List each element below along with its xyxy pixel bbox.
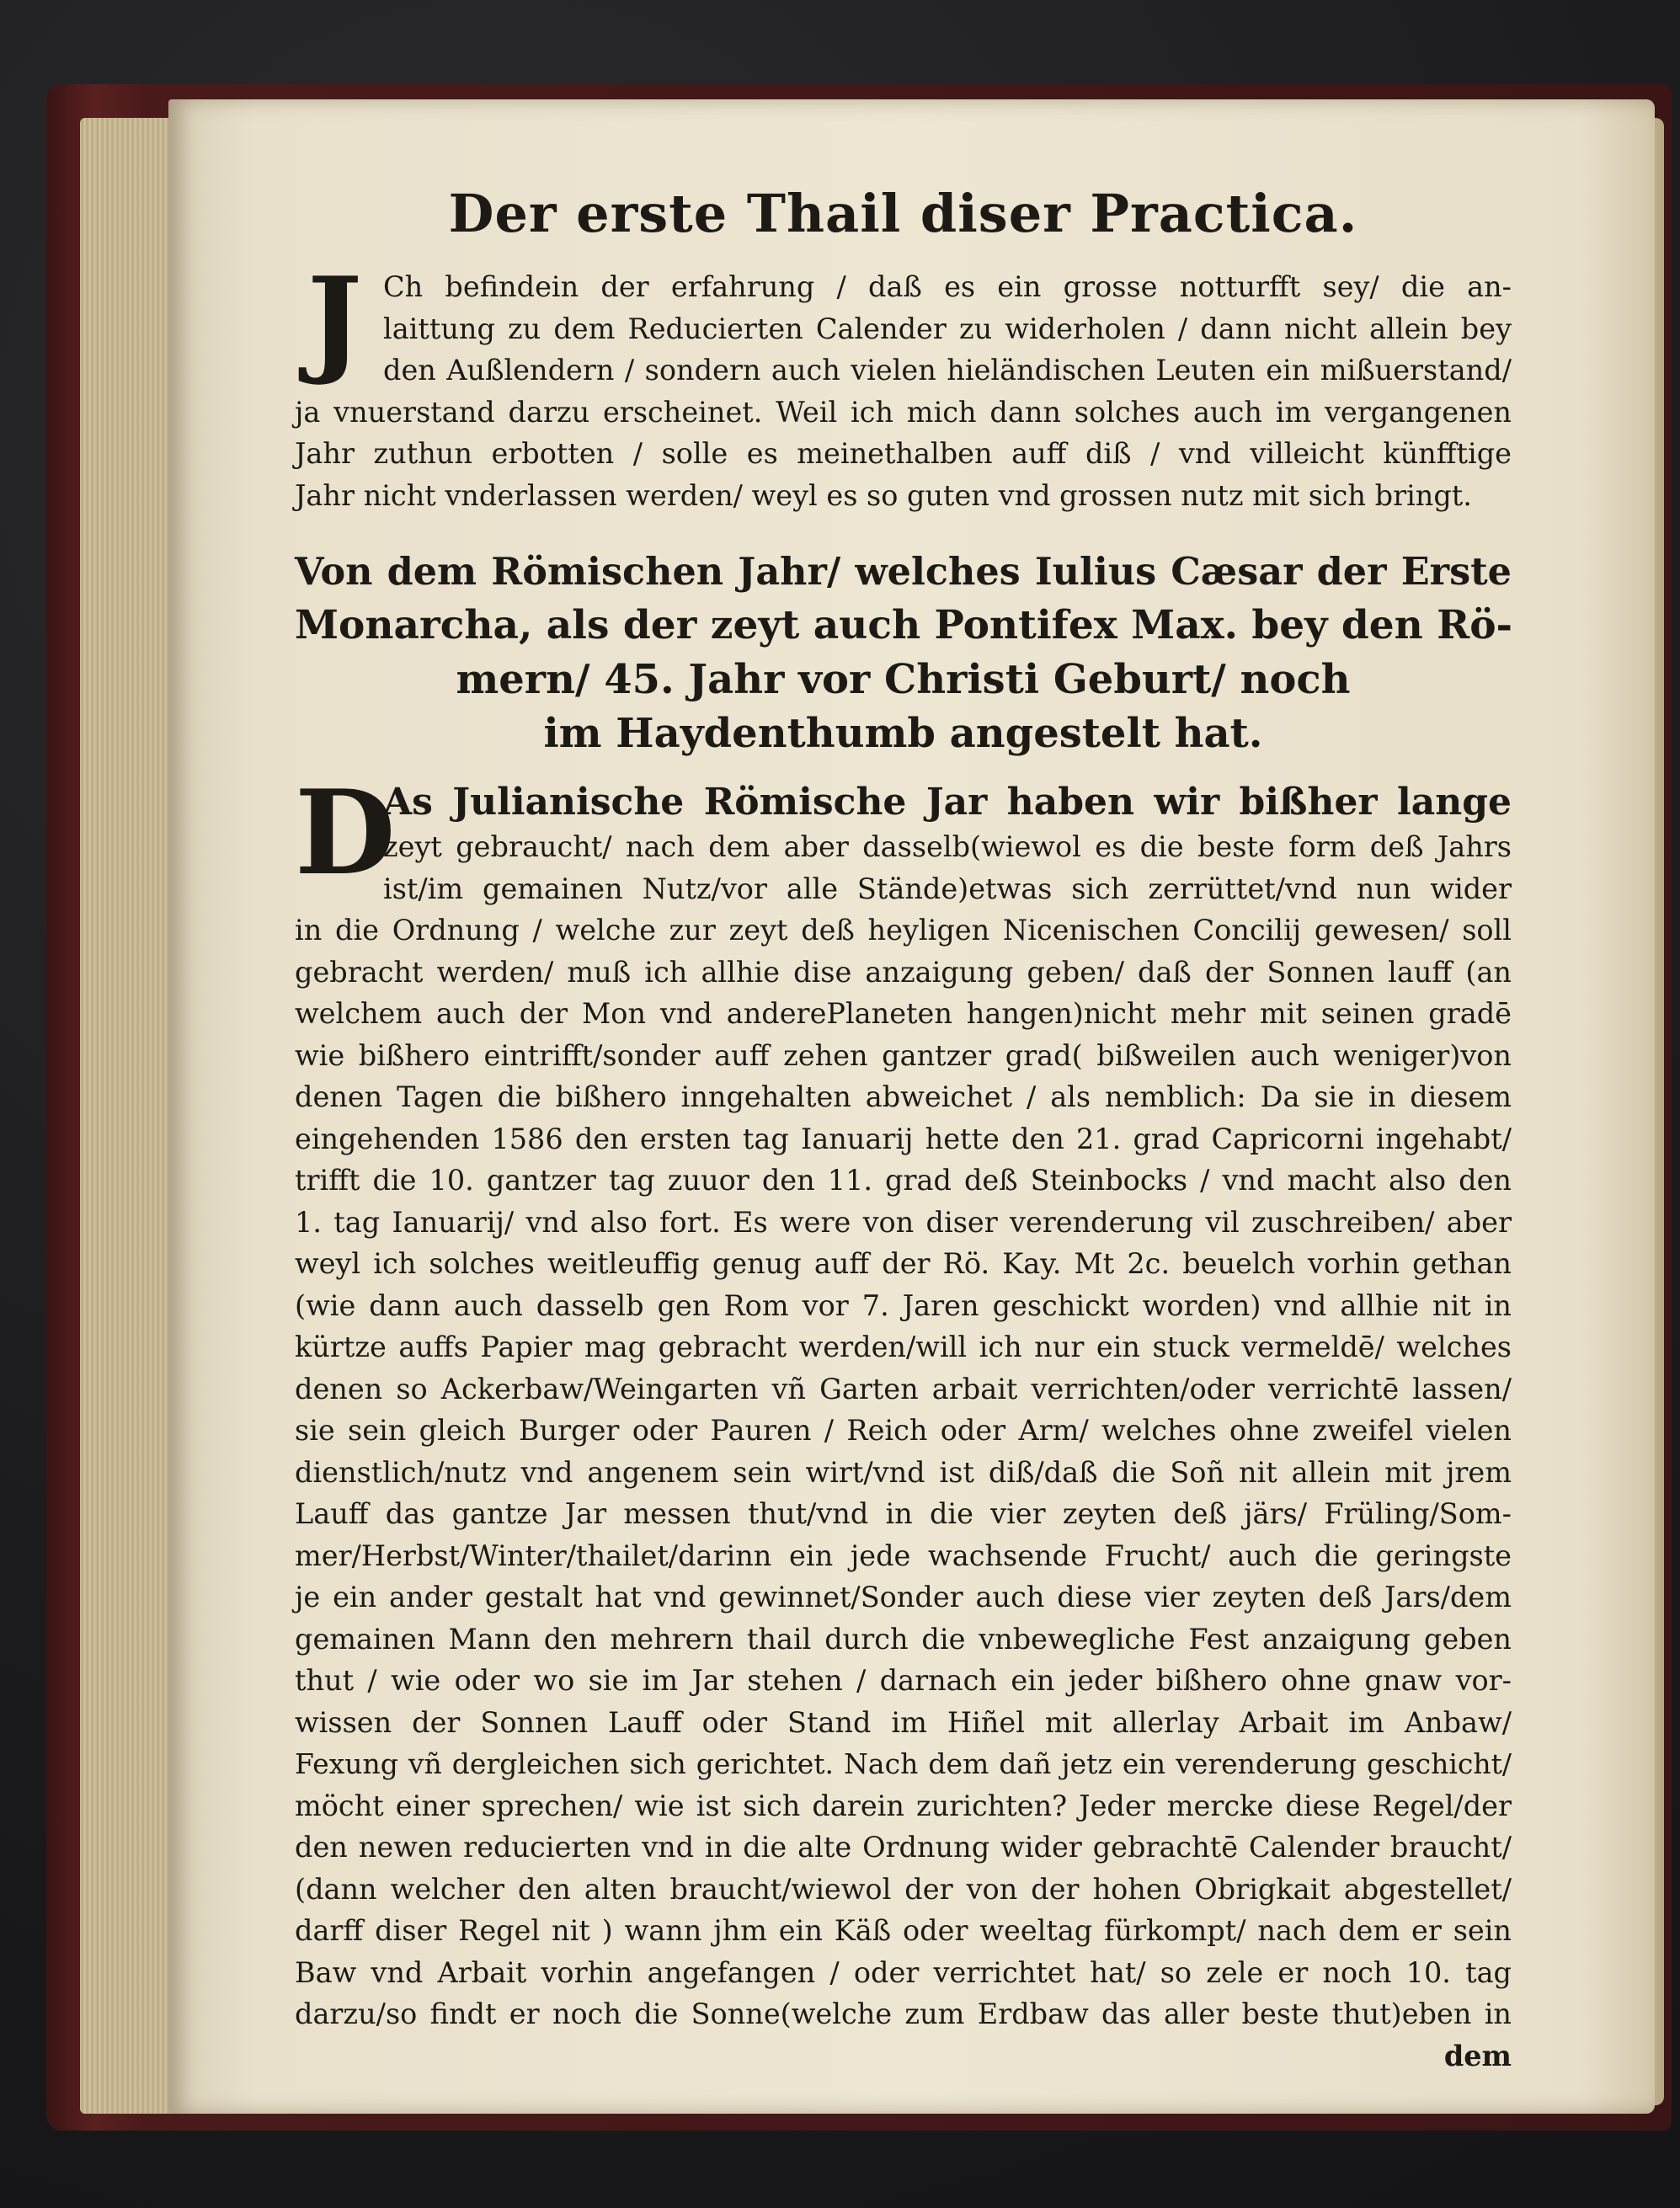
text-line: dienstlich/nutz vnd angenem sein wirt/vnd ist diß/daß die Soñ nit allein mit jrem	[295, 1455, 1512, 1489]
text-line: darzu/so findt er noch die Sonne(welche zum Erdbaw das aller beste thut)eben in	[295, 1997, 1512, 2030]
text-line: darff diser Regel nit ) wann jhm ein Käß oder weeltag fürkompt/ nach dem er sein	[295, 1914, 1512, 1947]
text-line: Fexung vñ dergleichen sich gerichtet. Nach dem dañ jetz ein verenderung geschicht/	[295, 1747, 1512, 1780]
text-line: Jahr nicht vnderlassen werden/ weyl es so guten vnd grossen nutz mit sich bringt.	[295, 478, 1472, 512]
text-line: eingehenden 1586 den ersten tag Ianuarij hette den 21. grad Capricorni ingehabt/	[295, 1122, 1512, 1155]
text-line: den Außlendern / sondern auch vielen hieländischen Leuten ein mißuerstand/	[383, 354, 1512, 387]
text-line: Baw vnd Arbait vorhin angefangen / oder verrichtet hat/ so zele er noch 10. tag	[295, 1955, 1512, 1989]
text-line: 1. tag Ianuarij/ vnd also fort. Es were von diser verenderung vil zuschreiben/ aber	[295, 1205, 1512, 1239]
heading-line: Von dem Römischen Jahr/ welches Iulius Cæsar der Erste	[295, 550, 1512, 594]
text-line: den newen reducierten vnd in die alte Ordnung wider gebrachtē Calender braucht/	[295, 1831, 1512, 1864]
heading-line: Monarcha, als der zeyt auch Pontifex Max. bey den Rö-	[295, 602, 1513, 648]
text-line: weyl ich solches weitleuffig genug auff der Rö. Kay. Mt 2c. beuelch vorhin gethan	[295, 1247, 1512, 1280]
heading-line: mern/ 45. Jahr vor Christi Geburt/ noch	[456, 656, 1351, 703]
page-edges	[80, 118, 181, 2114]
text-line: (dann welcher den alten braucht/wiewol der von der hohen Obrigkait abgestellet/	[295, 1872, 1512, 1906]
text-line: welchem auch der Mon vnd anderePlaneten hangen)nicht mehr mit seinen gradē	[295, 997, 1512, 1030]
text-line: mer/Herbst/Winter/thailet/darinn ein jede wachsende Frucht/ auch die geringste	[295, 1539, 1512, 1572]
text-line: je ein ander gestalt hat vnd gewinnet/Sonder auch diese vier zeyten deß Jars/dem	[295, 1581, 1512, 1613]
text-line: denen Tagen die bißhero inngehalten abweichet / als nemblich: Da sie in diesem	[295, 1080, 1512, 1113]
heading-line: im Haydenthumb angestelt hat.	[543, 710, 1263, 757]
text-line: gebracht werden/ muß ich allhie dise anzaigung geben/ daß der Sonnen lauff (an	[295, 955, 1512, 989]
text-line: zeyt gebraucht/ nach dem aber dasselb(wiewol es die beste form deß Jahrs	[383, 830, 1512, 863]
text-line: gemainen Mann den mehrern thail durch die vnbewegliche Fest anzaigung geben	[295, 1622, 1512, 1656]
paragraph-1	[295, 251, 1512, 516]
text-line: ja vnuerstand darzu erscheinet. Weil ich mich dann solches auch im vergangenen	[295, 395, 1512, 429]
section-heading	[295, 545, 1512, 760]
page-text	[295, 177, 1512, 2077]
text-line: thut / wie oder wo sie im Jar stehen / darnach ein jeder bißhero ohne gnaw vor-	[295, 1664, 1512, 1697]
text-line: wie bißhero eintrifft/sonder auff zehen gantzer grad( bißweilen auch weniger)von	[295, 1038, 1512, 1072]
text-line: denen so Ackerbaw/Weingarten vñ Garten arbait verrichten/oder verrichtē lassen/	[295, 1372, 1512, 1405]
paragraph-2	[295, 764, 1512, 2035]
text-line: As Julianische Römische Jar haben wir bißher lange	[383, 781, 1512, 824]
text-line: in die Ordnung / welche zur zeyt deß heyligen Nicenischen Concilij gewesen/ soll	[295, 914, 1512, 947]
text-line: Ch befindein der erfahrung / daß es ein grosse notturfft sey/ die an-	[383, 270, 1512, 303]
drop-cap-2: D	[295, 764, 396, 901]
text-line: trifft die 10. gantzer tag zuuor den 11. grad deß Steinbocks / vnd macht also den	[295, 1164, 1512, 1197]
text-line: ist/im gemainen Nutz/vor alle Stände)etwas sich zerrüttet/vnd nun wider	[383, 872, 1512, 905]
text-line: Jahr zuthun erbotten / solle es meinethalben auff diß / vnd villeicht künfftige	[295, 437, 1512, 470]
text-line: wissen der Sonnen Lauff oder Stand im Hiñel mit allerlay Arbait im Anbaw/	[295, 1705, 1512, 1739]
text-line: laittung zu dem Reducierten Calender zu widerholen / dann nicht allein bey	[383, 312, 1512, 345]
text-line: (wie dann auch dasselb gen Rom vor 7. Jaren geschickt worden) vnd allhie nit in	[295, 1288, 1512, 1322]
text-line: Lauff das gantze Jar messen thut/vnd in die vier zeyten deß järs/ Früling/Som-	[295, 1497, 1512, 1530]
text-line: möcht einer sprechen/ wie ist sich darein zurichten? Jeder mercke diese Regel/der	[295, 1789, 1512, 1822]
catchword: dem	[1443, 2039, 1512, 2072]
text-line: sie sein gleich Burger oder Pauren / Reich oder Arm/ welches ohne zweifel vielen	[295, 1414, 1512, 1447]
text-line: kürtze auffs Papier mag gebracht werden/will ich nur ein stuck vermeldē/ welches	[295, 1331, 1512, 1363]
page-title: Der erste Thail diser Practica.	[448, 183, 1358, 244]
drop-cap-1: J	[307, 251, 363, 388]
